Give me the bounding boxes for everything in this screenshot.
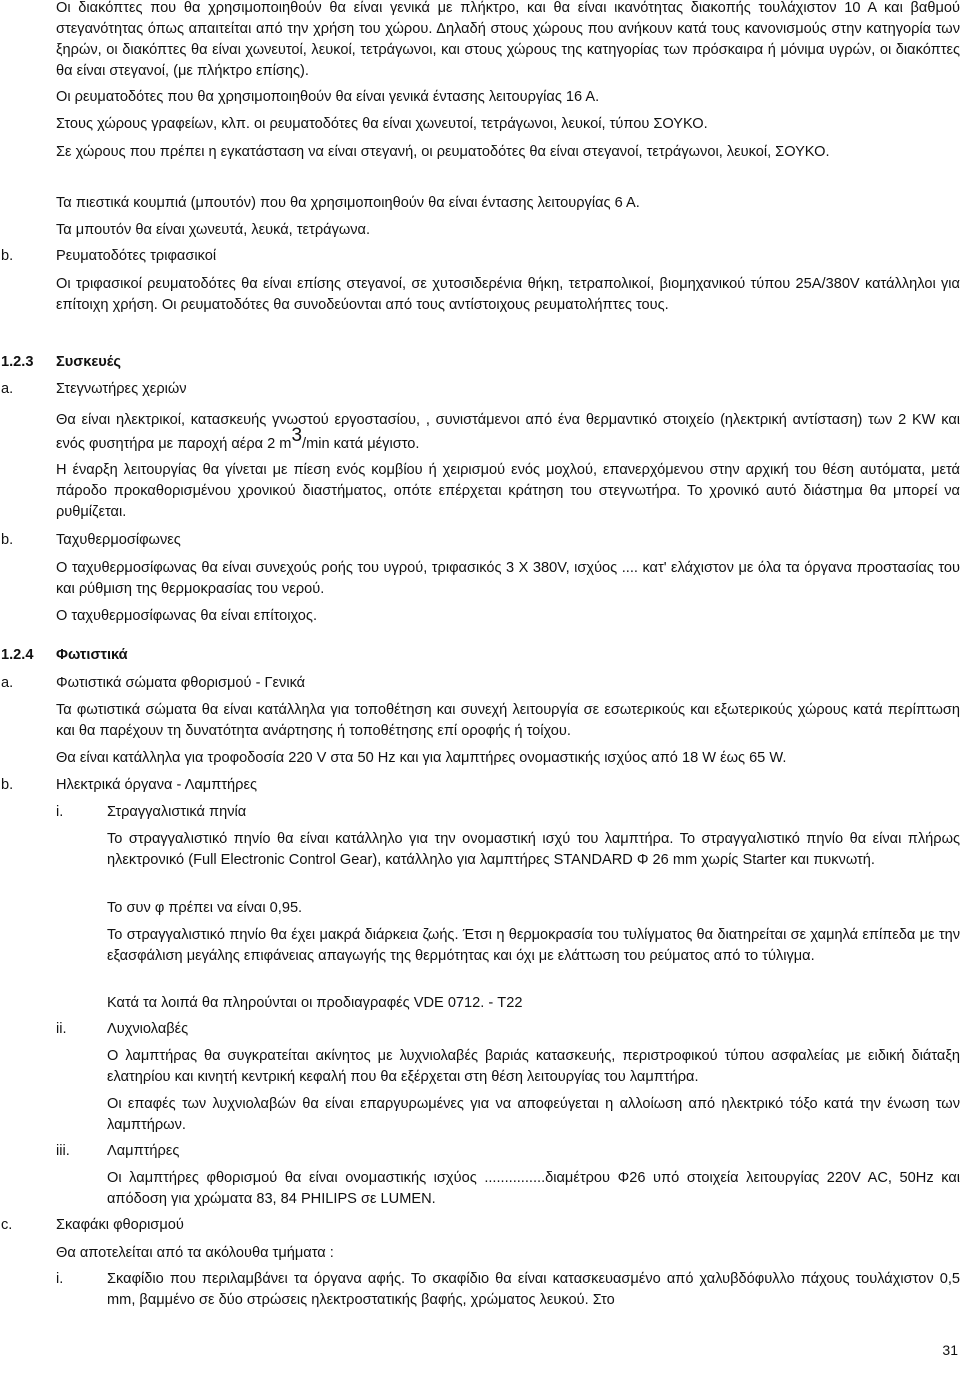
heading-lamp-holders: Λυχνιολαβές <box>107 1021 189 1037</box>
paragraph-ballast-life: Το στραγγαλιστικό πηνίο θα έχει μακρά διάρκεια ζωής. Έτσι η θερμοκρασία του τυλίγματος θα διατηρείται σε χαμηλά επίπεδα με την εξασφάλιση μεγάλης επιφάνειας απαγωγής της θερμότητας και όχι με ελάττωση του ρεύματος από το τύλιγμα. <box>107 927 960 964</box>
paragraph-water-heater-wall: Ο ταχυθερμοσίφωνας θα είναι επίτοιχος. <box>56 608 318 624</box>
paragraph-three-phase-sockets: Οι τριφασικοί ρευματοδότες θα είναι επίσης στεγανοί, σε χυτοσιδερένια θήκη, τετραπολικοί, βιομηχανικού τύπου 25Α/380V κατάλληλοι για επίτοιχη χρήση. Οι ρευματοδότες θα συνοδεύονται από τους αντίστοιχους ρευματολήπτες τους. <box>56 276 960 313</box>
list-marker-i: i. <box>56 1271 64 1287</box>
paragraph-switches: Οι διακόπτες που θα χρησιμοποιηθούν θα είναι γενικά με πλήκτρο, και θα είναι ικανότητας διακοπής τουλάχιστον 10 Α και βαθμού στεγανότητας όπως απαιτείται από την χρήση του χώρου. Δηλαδή στους χώρους που ανήκουν κατά τους κανονισμούς στην κατηγορία των ξηρών, οι διακόπτες θα είναι χωνευτοί, λευκοί, τετράγωνοι, και στους χώρους της κατηγορίας των πρόσκαιρα ή μόνιμα υγρών, οι διακόπτες θα είναι στεγανοί, (με πλήκτρο επίσης). <box>56 0 960 79</box>
paragraph-office-sockets: Στους χώρους γραφείων, κλπ. οι ρευματοδότες θα είναι χωνευτοί, τετράγωνοι, λευκοί, τύπου ΣΟΥΚΟ. <box>56 116 708 132</box>
paragraph-push-buttons: Τα πιεστικά κουμπιά (μπουτόν) που θα χρησιμοποιηθούν θα είναι έντασης λειτουργίας 6 Α. <box>56 195 640 211</box>
paragraph-fixtures-general: Τα φωτιστικά σώματα θα είναι κατάλληλα για τοποθέτηση και συνεχή λειτουργία σε εσωτερικούς και εξωτερικούς χώρους κατά περίπτωση και θα παρέχουν τη δυνατότητα ανάρτησης ή τοποθέτησης επί οροφής ή τοίχου. <box>56 702 960 739</box>
paragraph-dryer-operation: Η έναρξη λειτουργίας θα γίνεται με πίεση ενός κομβίου ή χειρισμού ενός μοχλού, επανερχόμενου στην αρχική του θέση αυτόματα, μετά πάροδο προκαθορισμένου χρονικού διαστήματος, οπότε επέρχεται κράτηση του στεγνωτήρα. Το χρονικό αυτό διάστημα θα μπορεί να ρυθμίζεται. <box>56 462 960 520</box>
section-title-lighting: Φωτιστικά <box>56 647 128 663</box>
heading-hand-dryers: Στεγνωτήρες χεριών <box>56 381 187 397</box>
paragraph-vde-spec: Κατά τα λοιπά θα πληρούνται οι προδιαγραφές VDE 0712. - Τ22 <box>107 995 523 1011</box>
heading-fluorescent-fixtures: Φωτιστικά σώματα φθορισμού - Γενικά <box>56 675 306 691</box>
heading-ballasts: Στραγγαλιστικά πηνία <box>107 804 247 820</box>
heading-water-heaters: Ταχυθερμοσίφωνες <box>56 532 181 548</box>
paragraph-housing-parts: Θα αποτελείται από τα ακόλουθα τμήματα : <box>56 1245 334 1261</box>
page-number: 31 <box>942 1342 958 1358</box>
heading-three-phase-sockets: Ρευματοδότες τριφασικοί <box>56 248 217 264</box>
paragraph-power-factor: Το συν φ πρέπει να είναι 0,95. <box>107 900 303 916</box>
paragraph-fixtures-power: Θα είναι κατάλληλα για τροφοδοσία 220 V στα 50 Hz και για λαμπτήρες ονομαστικής ισχύος από 18 W έως 65 W. <box>56 750 787 766</box>
heading-lamps: Λαμπτήρες <box>107 1143 180 1159</box>
section-number-1-2-4: 1.2.4 <box>1 647 34 663</box>
list-marker-ii: ii. <box>56 1021 67 1037</box>
hand-dryers-text-tail: /min κατά μέγιστο. <box>302 436 420 452</box>
list-marker-a: a. <box>1 675 14 691</box>
hand-dryers-text: Θα είναι ηλεκτρικοί, κατασκευής γνωστού εργοστασίου, , συνιστάμενοι από ένα θερμαντικό στοιχείο (ηλεκτρική αντίσταση) των 2 KW και ενός φυσητήρα με παροχή αέρα 2 m <box>56 412 960 452</box>
paragraph-housing-body: Σκαφίδιο που περιλαμβάνει τα όργανα αφής. Το σκαφίδιο θα είναι κατασκευασμένο από χαλυβδόφυλλο πάχους τουλάχιστον 0,5 mm, βαμμένο σε δύο στρώσεις ηλεκτροστατικής βαφής, χρώματος λευκού. Στο <box>107 1271 960 1308</box>
heading-fluorescent-housing: Σκαφάκι φθορισμού <box>56 1217 184 1233</box>
paragraph-lamp-contacts: Οι επαφές των λυχνιολαβών θα είναι επαργυρωμένες για να αποφεύγεται η αλλοίωση από ηλεκτρικό τόξο κατά την ένωση των λαμπτήρων. <box>107 1096 960 1133</box>
paragraph-water-heater: Ο ταχυθερμοσίφωνας θα είναι συνεχούς ροής του υγρού, τριφασικός 3 Χ 380V, ισχύος .... κατ' ελάχιστον με όλα τα όργανα προστασίας του και ρύθμιση της θερμοκρασίας του νερού. <box>56 560 960 597</box>
section-number-1-2-3: 1.2.3 <box>1 354 34 370</box>
paragraph-lamp-holders: Ο λαμπτήρας θα συγκρατείται ακίνητος με λυχνιολαβές βαριάς κατασκευής, περιστροφικού τύπου ασφαλείας με ειδική διάταξη ελατηρίου και κινητή κεντρική κεφαλή που θα εξέρχεται στη θέση λειτουργίας του λαμπτήρα. <box>107 1048 960 1085</box>
list-marker-iii: iii. <box>56 1143 70 1159</box>
paragraph-ballast-spec: Το στραγγαλιστικό πηνίο θα είναι κατάλληλο για την ονομαστική ισχύ του λαμπτήρα. Το στραγγαλιστικό πηνίο θα είναι πλήρως ηλεκτρονικό (Full Electronic Control Gear), κατάλληλο για λαμπτήρες STANDARD Φ 26 mm χωρίς Starter και πυκνωτή. <box>107 831 960 868</box>
list-marker-b: b. <box>1 532 14 548</box>
list-marker-b: b. <box>1 777 14 793</box>
superscript-3: 3 <box>291 425 303 446</box>
paragraph-lamps: Οι λαμπτήρες φθορισμού θα είναι ονομαστικής ισχύος ...............διαμέτρου Φ26 υπό στοιχεία λειτουργίας 220V AC, 50Hz και απόδοση για χρώματα 83, 84 PHILIPS σε LUMEN. <box>107 1170 960 1207</box>
section-title-devices: Συσκευές <box>56 354 121 370</box>
list-marker-c: c. <box>1 1217 13 1233</box>
paragraph-sockets-rating: Οι ρευματοδότες που θα χρησιμοποιηθούν θα είναι γενικά έντασης λειτουργίας 16 Α. <box>56 89 600 105</box>
list-marker-a: a. <box>1 381 14 397</box>
heading-electrical-parts-lamps: Ηλεκτρικά όργανα - Λαμπτήρες <box>56 777 257 793</box>
paragraph-waterproof-sockets: Σε χώρους που πρέπει η εγκατάσταση να είναι στεγανή, οι ρευματοδότες θα είναι στεγανοί, τετράγωνοι, λευκοί, ΣΟΥΚΟ. <box>56 144 830 160</box>
list-marker-b: b. <box>1 248 14 264</box>
paragraph-hand-dryers <box>56 408 960 456</box>
paragraph-buttons-style: Τα μπουτόν θα είναι χωνευτά, λευκά, τετράγωνα. <box>56 222 371 238</box>
list-marker-i: i. <box>56 804 64 820</box>
